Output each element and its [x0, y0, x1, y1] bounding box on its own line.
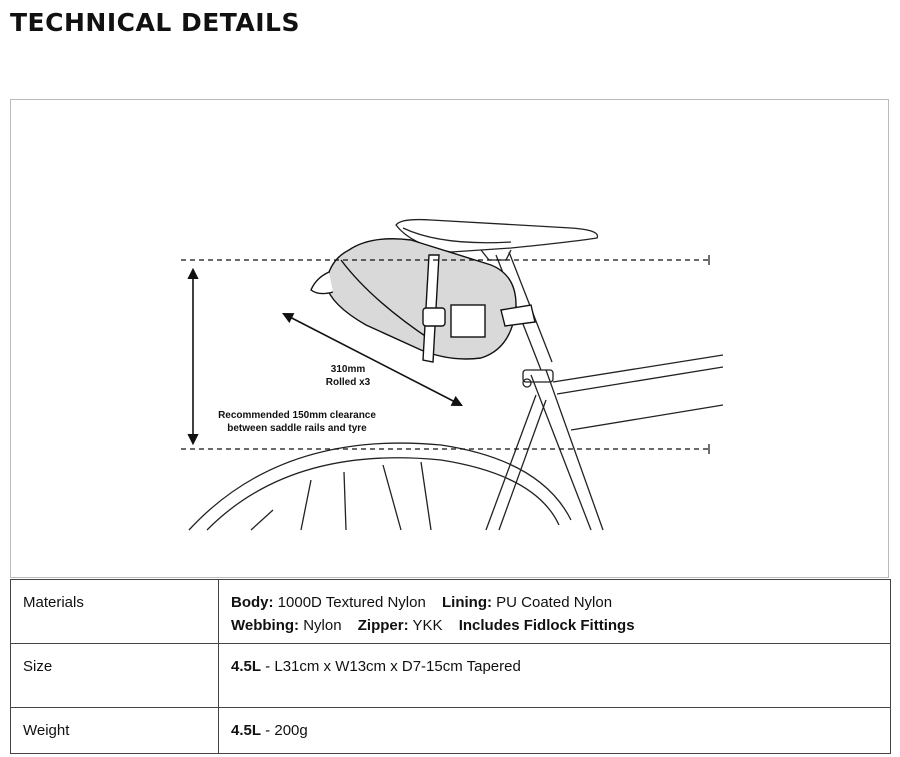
- clearance-label-line1: Recommended 150mm clearance: [218, 410, 376, 421]
- materials-label: Materials: [11, 580, 219, 644]
- size-key: 4.5L: [231, 658, 262, 675]
- table-row: [11, 644, 891, 708]
- weight-value: [219, 708, 891, 754]
- body-value: 1000D Textured Nylon: [277, 594, 426, 611]
- technical-diagram: [10, 99, 889, 578]
- body-key: Body:: [231, 594, 274, 611]
- weight-key: 4.5L: [231, 722, 262, 739]
- specs-table: [10, 579, 891, 754]
- clearance-label-line2: between saddle rails and tyre: [227, 423, 367, 434]
- weight-label: Weight: [11, 708, 219, 754]
- bike-frame: [486, 252, 723, 530]
- size-text: - L31cm x W13cm x D7-15cm Tapered: [261, 658, 521, 675]
- zipper-value: YKK: [412, 617, 443, 634]
- materials-value: [219, 580, 891, 644]
- lining-value: PU Coated Nylon: [496, 594, 613, 611]
- size-value: [219, 644, 891, 708]
- table-row: [11, 580, 891, 644]
- page-title: TECHNICAL DETAILS: [10, 8, 300, 37]
- webbing-value: Nylon: [303, 617, 342, 634]
- length-label-line2: Rolled x3: [325, 377, 371, 388]
- zipper-key: Zipper:: [357, 617, 409, 634]
- size-label: Size: [11, 644, 219, 708]
- table-row: [11, 708, 891, 754]
- saddle-bag: [311, 239, 535, 362]
- lining-key: Lining:: [442, 594, 492, 611]
- length-label-line1: 310mm: [330, 364, 366, 375]
- fidlock-note: Includes Fidlock Fittings: [458, 617, 635, 634]
- webbing-key: Webbing:: [231, 617, 300, 634]
- saddle-bag-diagram: [11, 100, 888, 577]
- weight-text: - 200g: [261, 722, 308, 739]
